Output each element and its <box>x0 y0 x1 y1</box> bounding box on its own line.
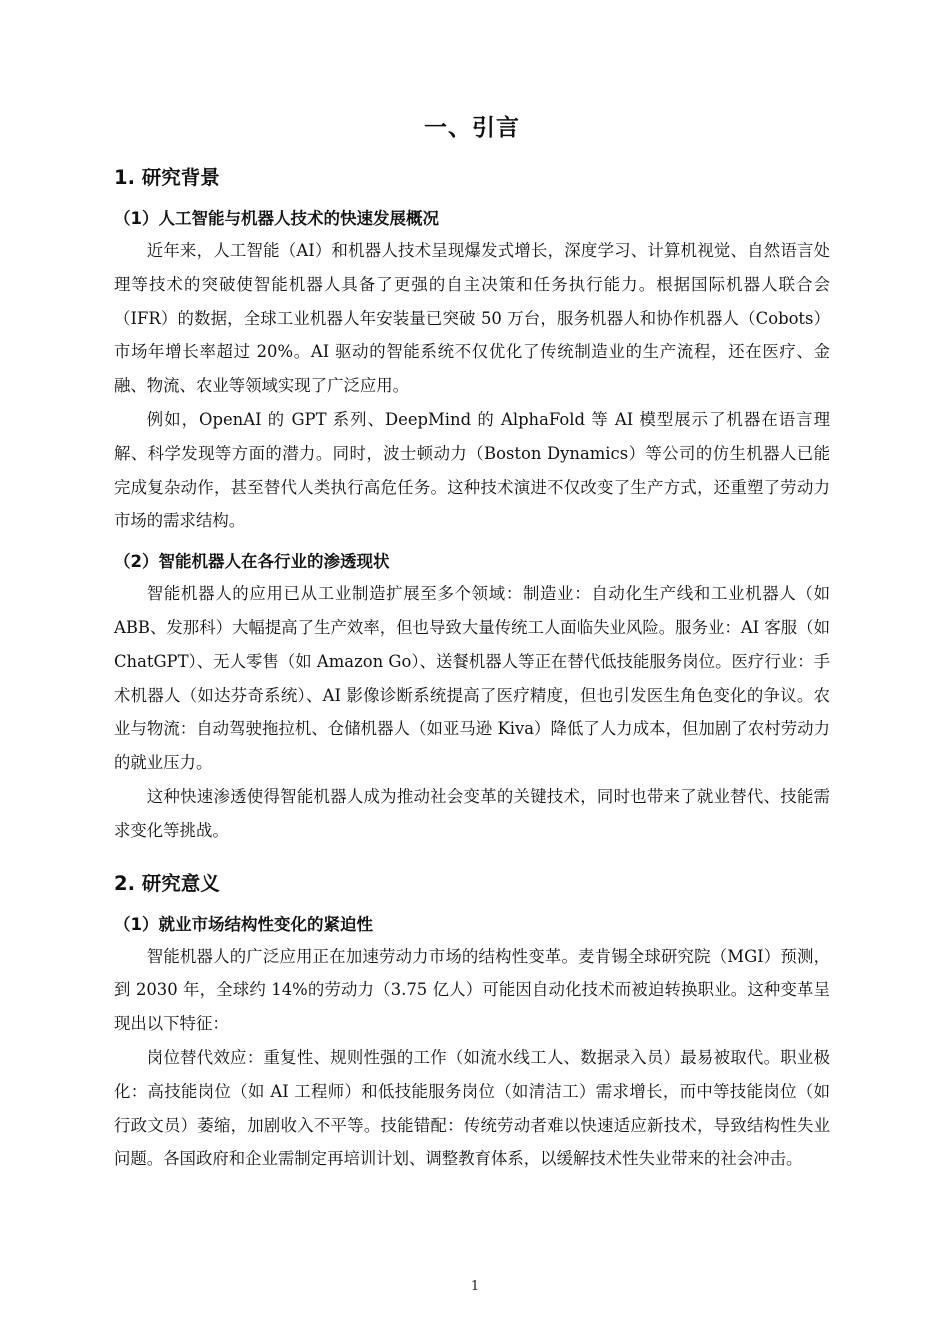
chapter-title: 一、引言 <box>424 115 520 141</box>
paragraph: 这种快速渗透使得智能机器人成为推动社会变革的关键技术，同时也带来了就业替代、技能需求变化等挑战。 <box>114 786 830 840</box>
subsection-heading-ai-robot-development: （1）人工智能与机器人技术的快速发展概况 <box>114 209 439 228</box>
paragraph: 智能机器人的应用已从工业制造扩展至多个领域：制造业：自动化生产线和工业机器人（如 ABB、发那科）大幅提高了生产效率，但也导致大量传统工人面临失业风险。服务业：AI 客服（如 ChatGPT）、无人零售（如 Amazon Go）、送餐机器人等正在替代低技能服务岗位。医疗行业：手术机器人（如达芬奇系统）、AI 影像诊断系统提高了医疗精度，但也引发医生角色变化的争议。农业与物流：自动驾驶拖拉机、仓储机器人（如亚马逊 Kiva）降低了人力成本，但加剧了农村劳动力的就业压力。 <box>114 584 830 773</box>
subsection-heading-industry-penetration: （2）智能机器人在各行业的渗透现状 <box>114 552 390 572</box>
paragraph: 近年来，人工智能（AI）和机器人技术呈现爆发式增长，深度学习、计算机视觉、自然语言处理等技术的突破使智能机器人具备了更强的自主决策和任务执行能力。根据国际机器人联合会（IFR）的数据，全球工业机器人年安装量已突破 50 万台，服务机器人和协作机器人（Cobots）市场年增长率超过 20%。AI 驱动的智能系统不仅优化了传统制造业的生产流程，还在医疗、金融、物流、农业等领域实现了广泛应用。 <box>114 241 830 396</box>
document-body <box>114 108 830 1176</box>
subsection-heading-labor-market-urgency: （1）就业市场结构性变化的紧迫性 <box>114 914 373 934</box>
page-number: 1 <box>470 1279 480 1294</box>
paragraph: 例如，OpenAI 的 GPT 系列、DeepMind 的 AlphaFold 等 AI 模型展示了机器在语言理解、科学发现等方面的潜力。同时，波士顿动力（Boston Dynamics）等公司的仿生机器人已能完成复杂动作，甚至替代人类执行高危任务。这种技术演进不仅改变了生产方式，还重塑了劳动力市场的需求结构。 <box>114 409 830 531</box>
section-heading-research-background: 1. 研究背景 <box>114 166 220 189</box>
paragraph: 智能机器人的广泛应用正在加速劳动力市场的结构性变革。麦肯锡全球研究院（MGI）预测，到 2030 年，全球约 14%的劳动力（3.75 亿人）可能因自动化技术而被迫转换职业。这种变革呈现出以下特征： <box>114 946 830 1034</box>
paragraph: 岗位替代效应：重复性、规则性强的工作（如流水线工人、数据录入员）最易被取代。职业极化：高技能岗位（如 AI 工程师）和低技能服务岗位（如清洁工）需求增长，而中等技能岗位（如行政文员）萎缩，加剧收入不平等。技能错配：传统劳动者难以快速适应新技术，导致结构性失业问题。各国政府和企业需制定再培训计划、调整教育体系，以缓解技术性失业带来的社会冲击。 <box>114 1047 830 1169</box>
section-heading-research-significance: 2. 研究意义 <box>114 871 220 895</box>
